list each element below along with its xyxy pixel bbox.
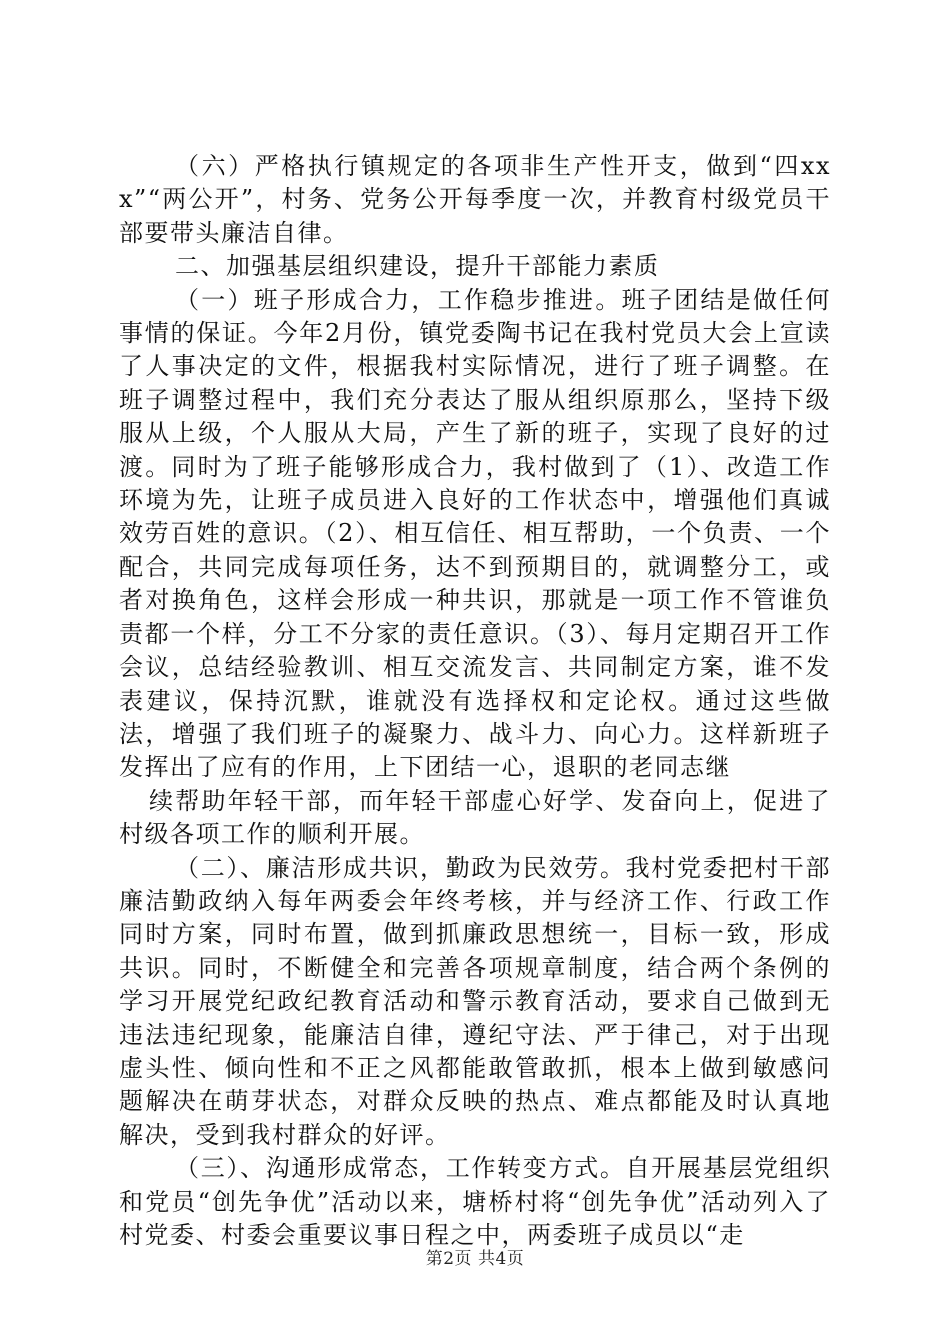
paragraph-continuation: 续帮助年轻干部，而年轻干部虚心好学、发奋向上，促进了村级各项工作的顺利开展。 — [119, 786, 831, 849]
paragraph-six: （六）严格执行镇规定的各项非生产性开支，做到“四xxx”“两公开”，村务、党务公开每季度一次，并教育村级党员干部要带头廉洁自律。 — [119, 152, 831, 247]
paragraph-one-team: （一）班子形成合力，工作稳步推进。班子团结是做任何事情的保证。今年2月份，镇党委陶书记在我村党员大会上宣读了人事决定的文件，根据我村实际情况，进行了班子调整。在班子调整过程中，我们充分表达了服从组织原那么，坚持下级服从上级，个人服从大局，产生了新的班子，实现了良好的过渡。同时为了班子能够形成合力，我村做到了（1）、改造工作环境为先，让班子成员进入良好的工作状态中，增强他们真诚效劳百姓的意识。（2）、相互信任、相互帮助，一个负责、一个配合，共同完成每项任务，达不到预期目的，就调整分工，或者对换角色，这样会形成一种共识，那就是一项工作不管谁负责都一个样，分工不分家的责任意识。（3）、每月定期召开工作会议，总结经验教训、相互交流发言、共同制定方案，谁不发表建议，保持沉默，谁就没有选择权和定论权。通过这些做法，增强了我们班子的凝聚力、战斗力、向心力。这样新班子发挥出了应有的作用，上下团结一心，退职的老同志继 — [119, 285, 831, 782]
paragraph-two-integrity: （二）、廉洁形成共识，勤政为民效劳。我村党委把村干部廉洁勤政纳入每年两委会年终考核，并与经济工作、行政工作同时方案，同时布置，做到抓廉政思想统一，目标一致，形成共识。同时，不断健全和完善各项规章制度，结合两个条例的学习开展党纪政纪教育活动和警示教育活动，要求自己做到无违法违纪现象，能廉洁自律，遵纪守法、严于律己，对于出现虚头性、倾向性和不正之风都能敢管敢抓，根本上做到敏感问题解决在萌芽状态，对群众反映的热点、难点都能及时认真地解决，受到我村群众的好评。 — [119, 853, 831, 1149]
paragraph-three-communication: （三）、沟通形成常态，工作转变方式。自开展基层党组织和党员“创先争优”活动以来，塘桥村将“创先争优”活动列入了村党委、村委会重要议事日程之中，两委班子成员以“走 — [119, 1154, 831, 1249]
page-number-footer: 第2页 共4页 — [425, 1249, 525, 1269]
document-body — [119, 150, 831, 1252]
section-heading-two: 二、加强基层组织建设，提升干部能力素质 — [175, 252, 660, 281]
